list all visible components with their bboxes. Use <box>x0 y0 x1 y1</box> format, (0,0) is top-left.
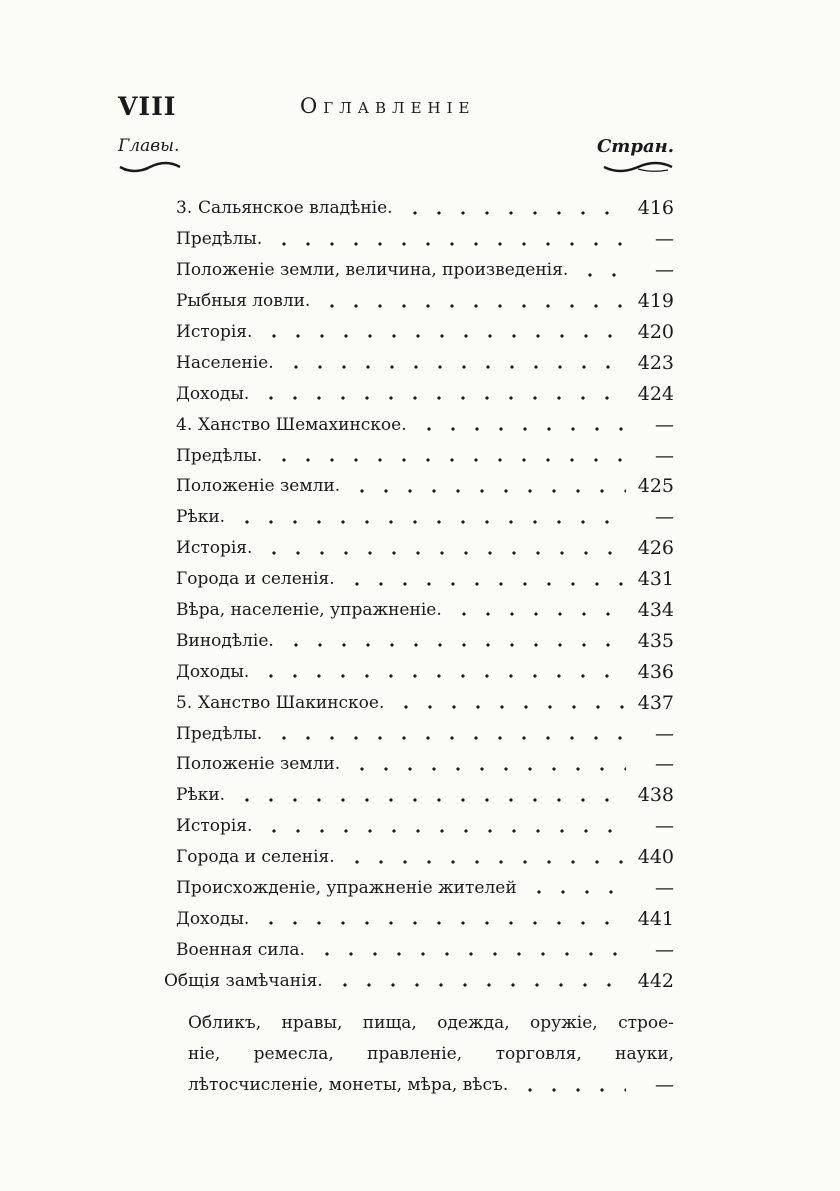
entry-title: Положеніе земли. <box>176 476 341 497</box>
entry-title: Винодѣліе. <box>176 630 274 651</box>
entry-label <box>110 507 231 527</box>
paragraph-word: торговля, <box>495 1044 582 1064</box>
page-reference: 436 <box>637 660 674 683</box>
toc-item <box>110 471 674 502</box>
toc-item <box>110 347 674 378</box>
page-reference: 424 <box>637 382 674 405</box>
paragraph-word: пища, <box>362 1013 417 1033</box>
entry-label <box>110 785 231 805</box>
toc-item <box>110 903 674 934</box>
entry-title: Населеніе. <box>176 352 274 373</box>
page-reference: — <box>655 877 674 900</box>
dot-leader <box>523 890 626 894</box>
dot-leader <box>280 365 626 369</box>
dot-leader <box>311 952 626 956</box>
toc-section <box>110 687 674 718</box>
paragraph-word: ремесла, <box>253 1044 334 1064</box>
pages-column-label: Стран. <box>596 136 674 157</box>
column-headers <box>118 136 674 184</box>
dot-leader <box>329 983 626 987</box>
dot-leader <box>399 211 626 215</box>
page-reference: — <box>655 815 674 838</box>
toc-item <box>110 656 674 687</box>
toc-item <box>110 286 674 317</box>
closing-paragraph <box>188 1008 674 1101</box>
entry-label <box>110 816 258 836</box>
page-reference: — <box>655 413 674 436</box>
entry-label <box>110 384 255 404</box>
entry-title: Ханство Шемахинское. <box>198 414 407 435</box>
dot-leader <box>268 736 626 740</box>
entry-label <box>110 353 280 373</box>
entry-label <box>110 754 346 774</box>
entry-title: Предѣлы. <box>176 229 263 250</box>
paragraph-word: нравы, <box>281 1013 343 1033</box>
toc-chapter <box>110 965 674 996</box>
entry-label <box>110 631 280 651</box>
dot-leader <box>574 273 626 277</box>
toc-item <box>110 873 674 904</box>
entry-title: Исторія. <box>176 322 253 342</box>
toc-item <box>110 317 674 348</box>
page-reference: — <box>655 938 674 961</box>
entry-label <box>110 662 255 682</box>
entry-title: Исторія. <box>176 816 253 837</box>
entry-label <box>110 724 268 744</box>
entry-label <box>110 600 448 620</box>
page-reference: — <box>655 506 674 529</box>
entry-heading <box>110 693 390 713</box>
dot-leader <box>413 427 626 431</box>
entry-label <box>110 538 258 558</box>
dot-leader <box>346 767 626 771</box>
entry-label <box>110 291 316 311</box>
toc-item <box>110 718 674 749</box>
page-reference: — <box>655 444 674 467</box>
page-header <box>118 92 678 128</box>
entry-title: Города и селенія. <box>176 847 335 868</box>
dot-leader <box>255 396 626 400</box>
dot-leader <box>258 551 626 555</box>
page-reference: 442 <box>637 969 674 992</box>
toc-item <box>110 564 674 595</box>
toc-item <box>110 595 674 626</box>
entry-heading <box>110 198 399 218</box>
page-number: VIII <box>118 92 177 121</box>
chapters-column-label: Главы. <box>118 136 180 156</box>
dot-leader <box>258 829 626 833</box>
toc-item <box>110 255 674 286</box>
dot-leader <box>316 304 626 308</box>
dot-leader <box>448 612 626 616</box>
paragraph-word: оружіе, <box>530 1013 598 1033</box>
page-reference: — <box>655 1074 674 1096</box>
dot-leader <box>255 674 626 678</box>
entry-title: Предѣлы. <box>176 723 263 744</box>
toc-item <box>110 749 674 780</box>
toc-item <box>110 811 674 842</box>
entry-title: Доходы. <box>176 383 250 404</box>
toc-item <box>110 780 674 811</box>
entry-label <box>110 878 523 898</box>
dot-leader <box>280 643 626 647</box>
entry-title: Вѣра, населеніе, упражненіе. <box>176 600 442 621</box>
dot-leader <box>268 242 626 246</box>
toc-item <box>110 224 674 255</box>
dot-leader <box>341 582 626 586</box>
toc-item <box>110 378 674 409</box>
toc-item <box>110 625 674 656</box>
dot-leader <box>514 1088 626 1092</box>
page-reference: 420 <box>637 321 674 343</box>
entry-label <box>110 322 258 342</box>
page-reference: 426 <box>637 537 674 560</box>
page-reference: 435 <box>637 629 674 652</box>
page-title: Оглавленіе <box>300 94 476 118</box>
entry-title: Исторія. <box>176 538 253 559</box>
page-reference: 438 <box>637 784 674 807</box>
paragraph-word: одежда, <box>437 1013 510 1033</box>
toc-item <box>110 440 674 471</box>
left-swash-ornament <box>118 161 182 175</box>
toc-section <box>110 193 674 224</box>
right-swash-ornament <box>602 161 674 175</box>
dot-leader <box>258 334 626 338</box>
paragraph-word: ніе, <box>188 1044 221 1064</box>
section-number: 4. <box>176 414 193 435</box>
paragraph-line <box>188 1070 674 1101</box>
page-reference: 437 <box>637 691 674 714</box>
entry-title: Сальянское владѣніе. <box>198 198 393 219</box>
section-number: 3. <box>176 198 193 219</box>
dot-leader <box>255 921 626 925</box>
entry-title: Положеніе земли, величина, произведенія. <box>176 260 569 281</box>
dot-leader <box>268 458 626 462</box>
section-number: 5. <box>176 692 193 713</box>
entry-label <box>110 476 346 496</box>
dot-leader <box>231 798 626 802</box>
entry-title: Общія замѣчанія. <box>164 970 323 991</box>
paragraph-word: науки, <box>615 1044 674 1064</box>
toc-item <box>110 842 674 873</box>
page-reference: 419 <box>637 290 674 313</box>
page-reference: 441 <box>637 907 674 930</box>
entry-title: Рѣки. <box>176 507 226 528</box>
paragraph-word: Обликъ, <box>188 1013 262 1033</box>
page-reference: 434 <box>637 599 674 622</box>
entry-heading <box>110 415 413 435</box>
entry-title: Положеніе земли. <box>176 754 341 775</box>
entry-title: Ханство Шакинское. <box>198 692 385 713</box>
entry-heading <box>110 971 329 991</box>
entry-label <box>110 446 268 466</box>
paragraph-line-text: лѣтосчисленіе, монеты, мѣра, вѣсъ. <box>188 1070 514 1101</box>
page-reference: 431 <box>637 568 674 591</box>
entry-title: Доходы. <box>176 908 250 929</box>
toc-section <box>110 409 674 440</box>
entry-title: Происхожденіе, упражненіе жителей <box>176 878 517 899</box>
page-reference: — <box>655 228 674 251</box>
toc-item <box>110 533 674 564</box>
entry-label <box>110 940 311 960</box>
entry-label <box>110 847 341 867</box>
page-reference: 423 <box>637 351 674 374</box>
toc-item <box>110 934 674 965</box>
entry-label <box>110 569 341 589</box>
entry-title: Доходы. <box>176 661 250 682</box>
page-reference: — <box>655 753 674 776</box>
page-reference: 425 <box>637 475 674 498</box>
page-reference: 416 <box>637 197 674 220</box>
entry-title: Предѣлы. <box>176 445 263 466</box>
paragraph-line <box>188 1008 674 1039</box>
dot-leader <box>390 705 626 709</box>
paragraph-word: правленіе, <box>367 1044 463 1064</box>
paragraph-line <box>188 1039 674 1070</box>
entry-label <box>110 909 255 929</box>
dot-leader <box>346 489 626 493</box>
paragraph-word: строе- <box>618 1013 674 1033</box>
page-reference: 440 <box>637 846 674 869</box>
table-of-contents <box>110 193 674 996</box>
entry-title: Рыбныя ловли. <box>176 291 311 312</box>
page-reference: — <box>655 259 674 282</box>
dot-leader <box>341 860 626 864</box>
entry-title: Рѣки. <box>176 785 226 806</box>
dot-leader <box>231 520 626 524</box>
entry-label <box>110 260 574 280</box>
page-reference: — <box>655 722 674 745</box>
toc-item <box>110 502 674 533</box>
entry-title: Военная сила. <box>176 939 305 960</box>
entry-label <box>110 229 268 249</box>
entry-title: Города и селенія. <box>176 569 335 590</box>
